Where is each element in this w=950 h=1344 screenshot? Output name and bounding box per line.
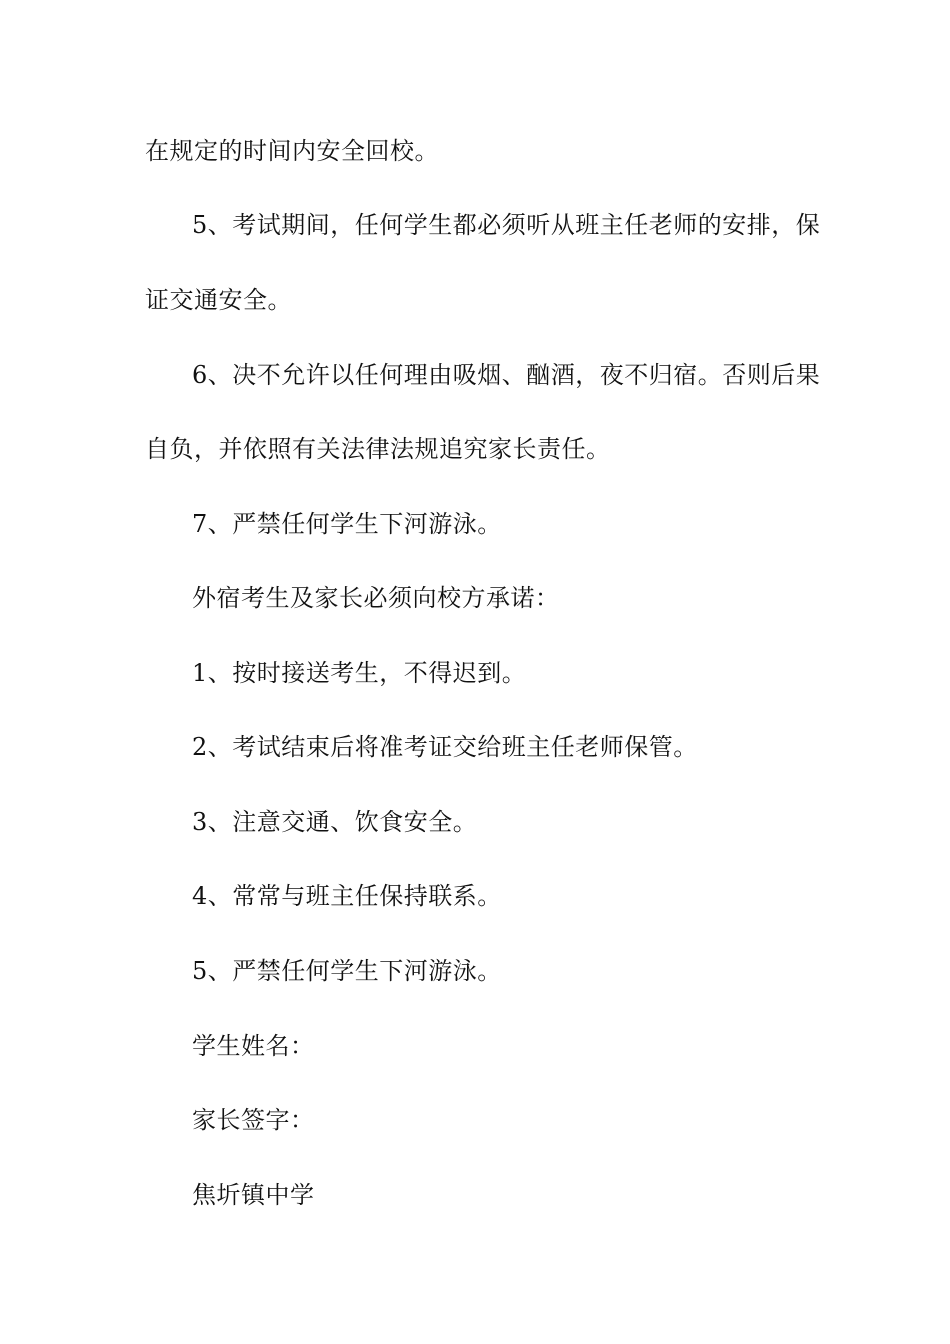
paragraph-line: 3、注意交通、饮食安全。 [192,808,478,836]
paragraph-line: 4、常常与班主任保持联系。 [192,882,502,910]
paragraph-line: 6、决不允许以任何理由吸烟、酗酒，夜不归宿。否则后果 [192,361,821,389]
paragraph-line: 自负，并依照有关法律法规追究家长责任。 [145,435,611,463]
paragraph-line: 7、严禁任何学生下河游泳。 [192,510,502,538]
paragraph-line: 证交通安全。 [145,286,292,314]
paragraph-line: 5、考试期间，任何学生都必须听从班主任老师的安排，保 [192,211,821,239]
paragraph-line: 2、考试结束后将准考证交给班主任老师保管。 [192,733,698,761]
paragraph-line: 1、按时接送考生，不得迟到。 [192,659,527,687]
school-name: 焦圻镇中学 [192,1181,315,1209]
paragraph-line: 5、严禁任何学生下河游泳。 [192,957,502,985]
paragraph-line: 外宿考生及家长必须向校方承诺： [192,584,560,612]
paragraph-line: 在规定的时间内安全回校。 [145,137,439,165]
student-name-label: 学生姓名： [192,1032,315,1060]
parent-signature-label: 家长签字： [192,1106,315,1134]
